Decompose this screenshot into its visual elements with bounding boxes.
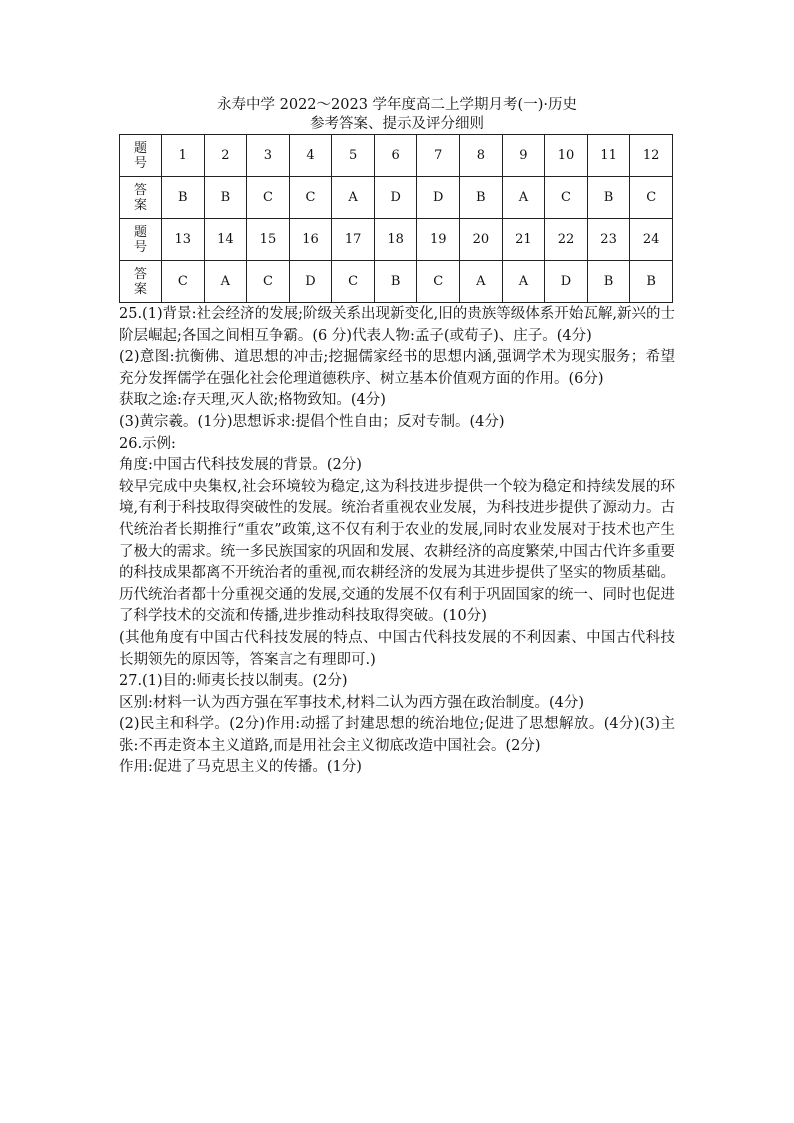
table-cell: A [332,177,375,219]
paragraph-25-2-method: 获取之途:存天理,灭人欲;格物致知。(4分) [119,392,386,409]
answer-document [119,96,675,779]
table-cell: 12 [630,135,673,177]
row-header-top: 题 [133,140,147,156]
row-header-cell [120,135,162,177]
table-cell: 11 [587,135,630,177]
table-cell: 18 [374,219,417,261]
table-cell: B [374,261,417,303]
paragraph-26-angle: 角度:中国古代科技发展的背景。(2分) [119,457,362,474]
paragraph-27-effect: 作用:促进了马克思主义的传播。(1分) [119,759,362,776]
table-cell: C [247,177,290,219]
table-cell: D [374,177,417,219]
table-cell: 15 [247,219,290,261]
table-cell: A [204,261,247,303]
table-cell: 20 [460,219,503,261]
row-header-bottom: 号 [133,155,147,171]
table-cell: B [162,177,205,219]
paragraph-27-1: 27.(1)目的:师夷长技以制夷。(2分) [119,673,348,690]
row-header-cell [120,177,162,219]
row-header-top: 答 [133,182,147,198]
table-cell: 19 [417,219,460,261]
table-cell: 16 [289,219,332,261]
table-cell: D [417,177,460,219]
paragraph-27-difference: 区别:材料一认为西方强在军事技术,材料二认为西方强在政治制度。(4分) [119,694,585,711]
table-cell: 10 [545,135,588,177]
table-cell: 23 [587,219,630,261]
table-cell: D [545,261,588,303]
answer-explanations [119,304,675,779]
answer-table-row [120,177,673,219]
row-header-bottom: 案 [133,281,147,297]
table-cell: C [545,177,588,219]
table-cell: 8 [460,135,503,177]
row-header-top: 题 [133,224,147,240]
table-cell: 4 [289,135,332,177]
document-title: 永寿中学 2022～2023 学年度高二上学期月考(一)·历史 [217,97,577,113]
table-cell: B [587,261,630,303]
table-cell: B [204,177,247,219]
table-cell: C [630,177,673,219]
table-cell: 3 [247,135,290,177]
table-cell: 9 [502,135,545,177]
table-cell: C [289,177,332,219]
paragraph-25-3: (3)黄宗羲。(1分)思想诉求:提倡个性自由；反对专制。(4分) [119,413,505,430]
answer-table-row [120,219,673,261]
paragraph-25-1: 25.(1)背景:社会经济的发展;阶级关系出现新变化,旧的贵族等级体系开始瓦解,新兴的士阶层崛起;各国之间相互争霸。(6 分)代表人物:孟子(或荀子)、庄子。(4分) [119,306,675,344]
document-subtitle: 参考答案、提示及评分细则 [310,116,484,132]
row-header-cell [120,219,162,261]
table-cell: C [417,261,460,303]
table-cell: 5 [332,135,375,177]
row-header-top: 答 [133,266,147,282]
table-cell: 21 [502,219,545,261]
table-cell: 22 [545,219,588,261]
paragraph-25-2: (2)意图:抗衡佛、道思想的冲击;挖掘儒家经书的思想内涵,强调学术为现实服务；希望充分发挥儒学在强化社会伦理道德秩序、树立基本价值观方面的作用。(6分) [119,349,675,387]
table-cell: B [460,177,503,219]
row-header-bottom: 号 [133,239,147,255]
table-cell: A [502,177,545,219]
paragraph-27-2-3: (2)民主和科学。(2分)作用:动摇了封建思想的统治地位;促进了思想解放。(4分)(3)主张:不再走资本主义道路,而是用社会主义彻底改造中国社会。(2分) [119,716,675,754]
table-cell: D [289,261,332,303]
paragraph-26-body: 较早完成中央集权,社会环境较为稳定,这为科技进步提供一个较为稳定和持续发展的环境,有利于科技取得突破性的发展。统治者重视农业发展，为科技进步提供了源动力。古代统治者长期推行“重农”政策,这不仅有利于农业的发展,同时农业发展对于技术也产生了极大的需求。统一多民族国家的巩固和发展、农耕经济的高度繁荣,中国古代许多重要的科技成果都离不开统治者的重视,而农耕经济的发展为其进步提供了坚实的物质基础。历代统治者都十分重视交通的发展,交通的发展不仅有利于巩固国家的统一、同时也促进了科学技术的交流和传播,进步推动科技取得突破。(10分) [119,478,675,625]
table-cell: 14 [204,219,247,261]
table-cell: 6 [374,135,417,177]
answer-table [119,134,673,303]
answer-table-row [120,261,673,303]
row-header-cell [120,261,162,303]
table-cell: 13 [162,219,205,261]
table-cell: 1 [162,135,205,177]
table-cell: 24 [630,219,673,261]
answer-table-row [120,135,673,177]
table-cell: 17 [332,219,375,261]
table-cell: B [630,261,673,303]
table-cell: C [162,261,205,303]
table-cell: C [332,261,375,303]
table-cell: B [587,177,630,219]
row-header-bottom: 案 [133,197,147,213]
table-cell: C [247,261,290,303]
paragraph-26-heading: 26.示例: [119,435,176,452]
table-cell: 7 [417,135,460,177]
table-cell: A [460,261,503,303]
table-cell: A [502,261,545,303]
paragraph-26-note: (其他角度有中国古代科技发展的特点、中国古代科技发展的不利因素、中国古代科技长期领先的原因等，答案言之有理即可.) [119,629,675,668]
table-cell: 2 [204,135,247,177]
